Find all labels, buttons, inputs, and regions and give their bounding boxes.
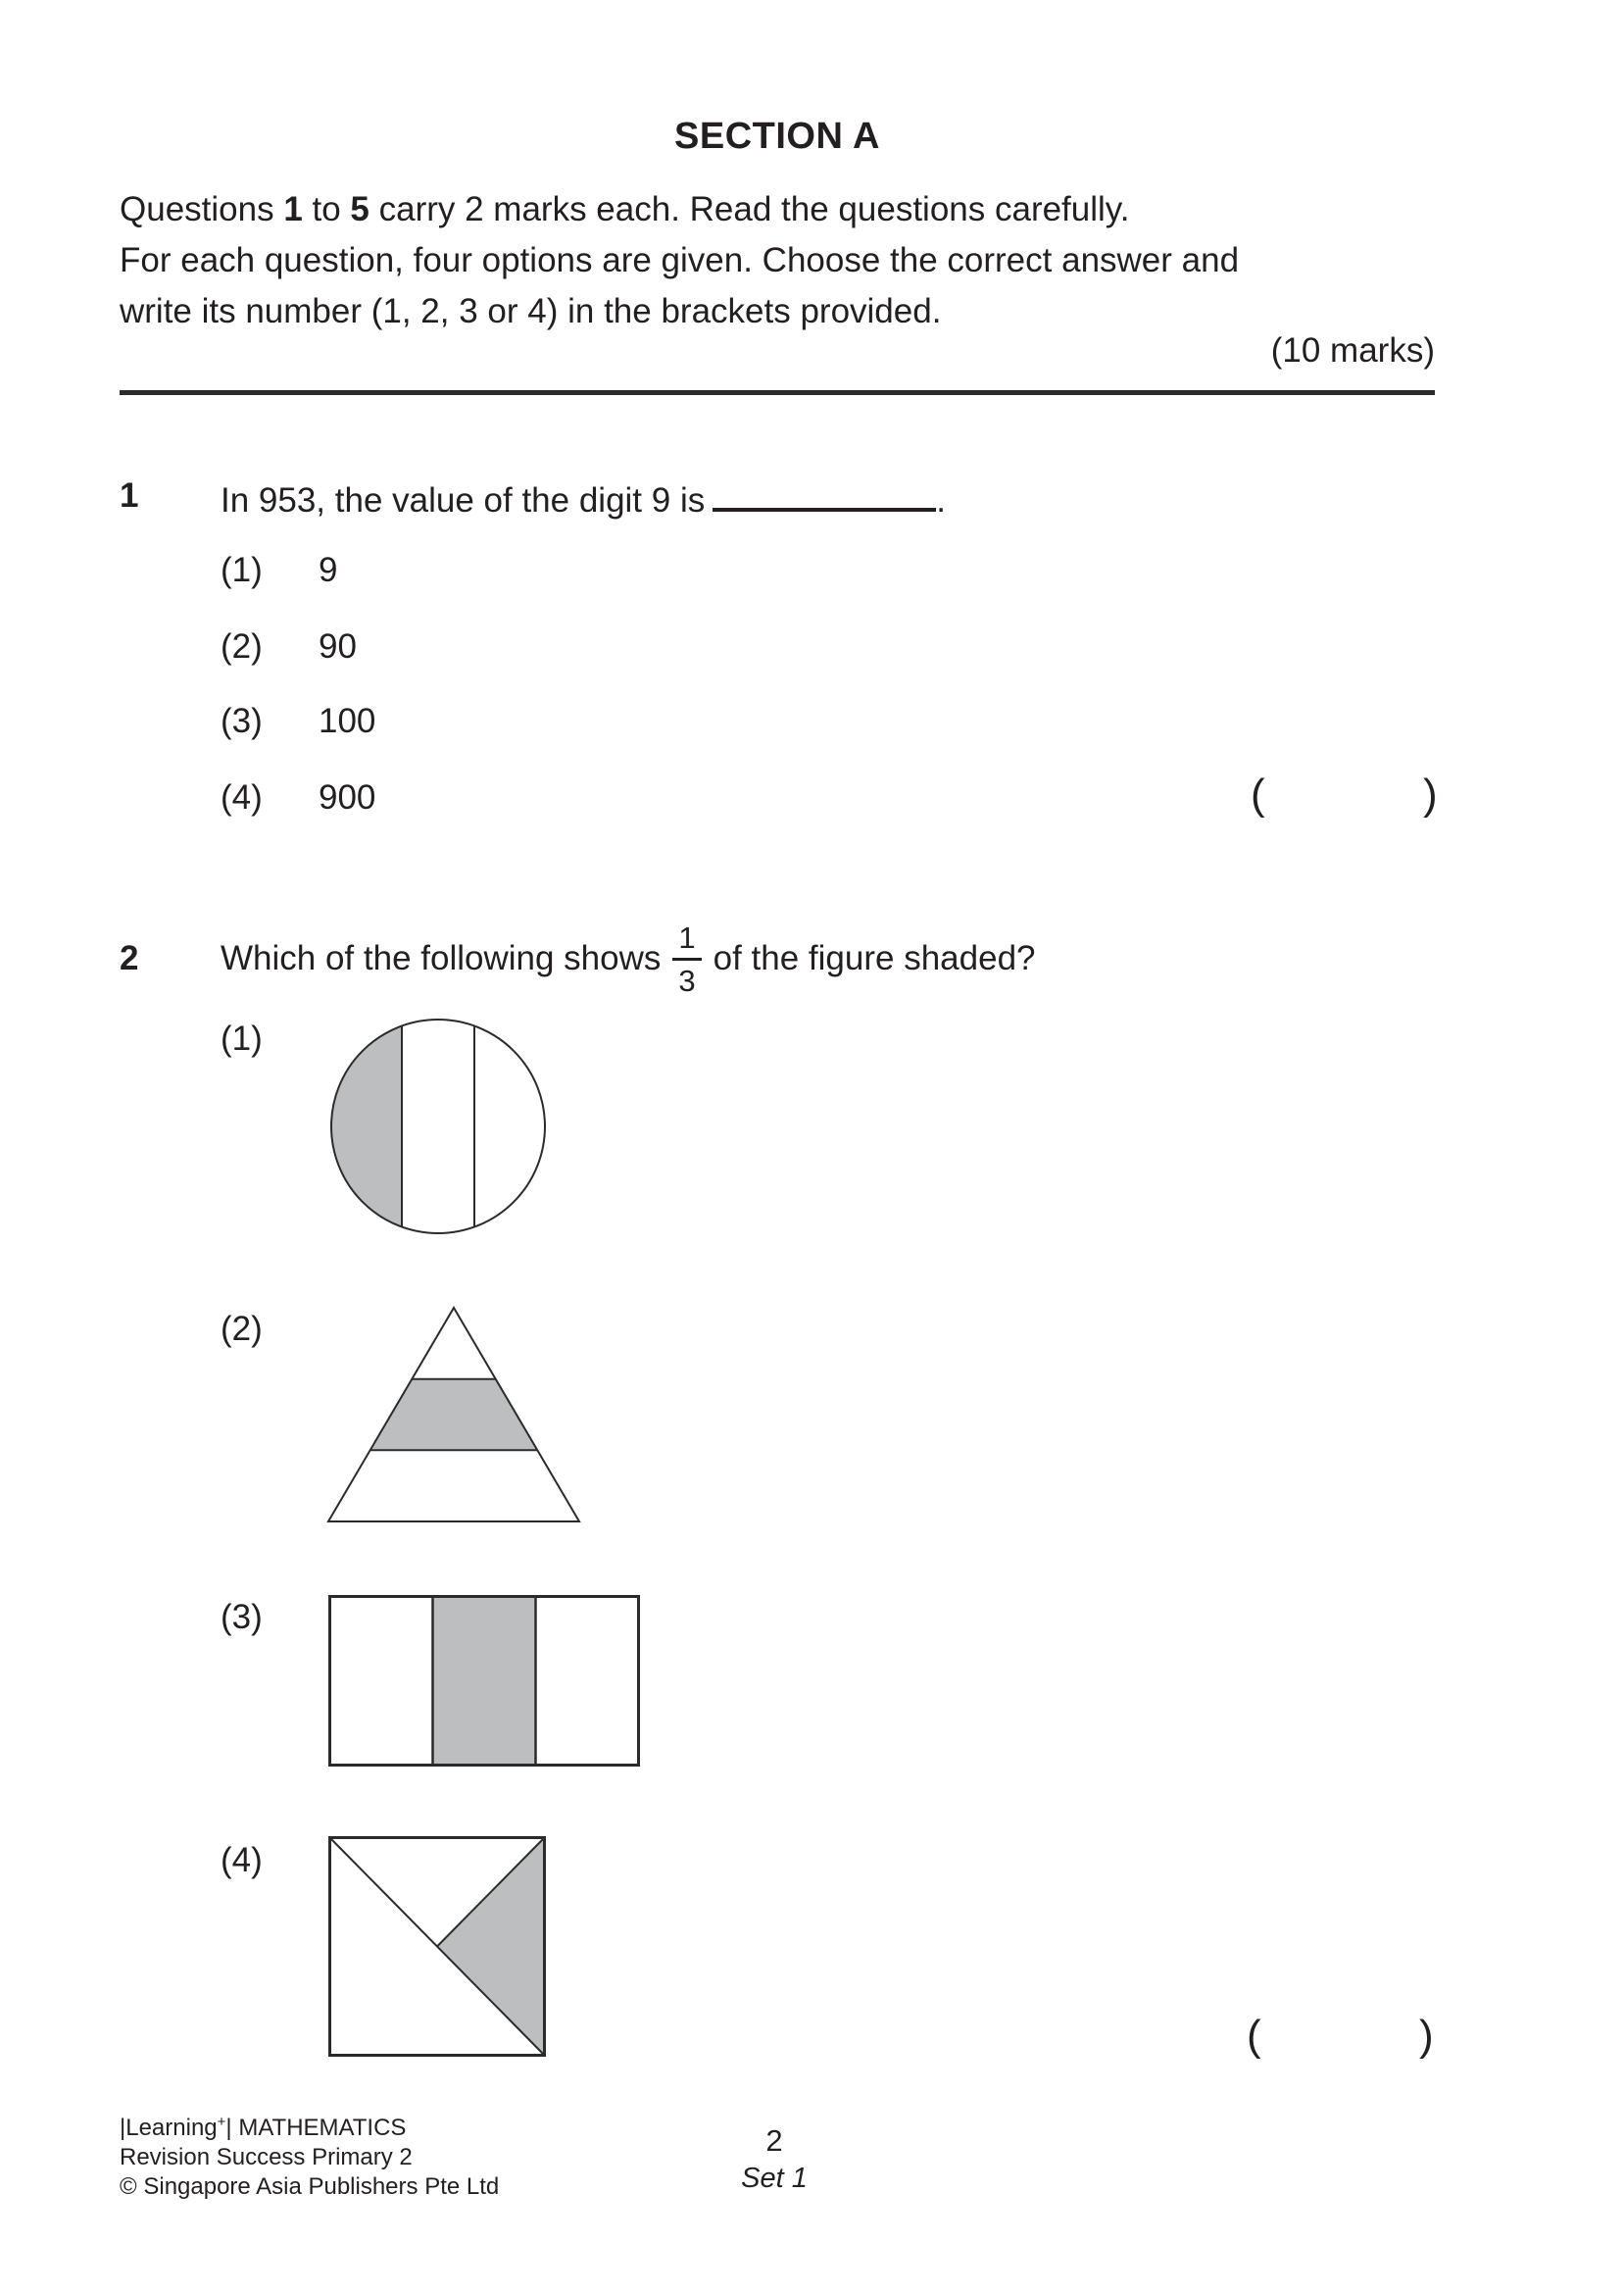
shaded-right-quarter xyxy=(437,1838,545,2056)
q1-answer-bracket-open: ( xyxy=(1251,771,1265,819)
footer-brand-line: |Learning+| MATHEMATICS xyxy=(120,2114,407,2141)
footer-publisher-block xyxy=(120,2114,499,2202)
fraction-one-third xyxy=(672,922,701,996)
question-2-number: 2 xyxy=(120,939,139,977)
shaded-middle-band xyxy=(370,1379,538,1451)
fraction-numerator: 1 xyxy=(678,920,696,955)
rectangle-thirds-figure xyxy=(328,1595,640,1767)
q2-answer-bracket-close: ) xyxy=(1419,2012,1434,2060)
set-label: Set 1 xyxy=(741,2163,808,2194)
q1-answer-bracket-close: ) xyxy=(1423,771,1438,819)
question-2-text: Which of the following shows $\frac{1}{3}$ of the figure shaded? xyxy=(221,920,1036,998)
instructions-line-2: For each question, four options are given. Choose the correct answer and xyxy=(120,241,1240,279)
page-number: 2 xyxy=(765,2123,783,2158)
triangle-thirds-figure xyxy=(325,1305,582,1524)
circle-thirds-figure xyxy=(329,1018,547,1235)
instructions-line-1: Questions 1 to 5 carry 2 marks each. Read the questions carefully. xyxy=(120,190,1130,228)
q2-option-3-figure xyxy=(328,1595,640,1767)
q2-option-4-label: (4) xyxy=(221,1841,263,1879)
q1-option-3-label: (3) xyxy=(221,702,263,740)
header-divider xyxy=(120,390,1435,395)
section-marks: (10 marks) xyxy=(1270,331,1435,370)
shaded-left-strip xyxy=(329,1018,402,1235)
answer-blank xyxy=(713,476,936,512)
q2-option-2-label: (2) xyxy=(221,1310,263,1348)
question-1-number: 1 xyxy=(120,476,139,515)
q2-option-1-figure xyxy=(329,1018,547,1235)
brand-superscript-plus: + xyxy=(217,2114,226,2130)
q1-option-1-label: (1) xyxy=(221,551,263,589)
q2-answer-bracket-open: ( xyxy=(1247,2012,1261,2060)
instructions xyxy=(120,184,1438,337)
square-diagonal-figure xyxy=(328,1836,546,2057)
footer-copyright-line: © Singapore Asia Publishers Pte Ltd xyxy=(120,2173,500,2200)
footer-series-line: Revision Success Primary 2 xyxy=(120,2144,413,2170)
q1-option-4-label: (4) xyxy=(221,778,263,817)
shaded-middle-strip xyxy=(433,1597,536,1766)
q2-option-4-figure xyxy=(328,1836,546,2057)
fraction-denominator: 3 xyxy=(672,958,701,996)
q1-option-4-value: 900 xyxy=(319,778,376,817)
section-title: SECTION A xyxy=(674,116,880,157)
question-1-text: In 953, the value of the digit 9 is . xyxy=(221,476,946,521)
q1-option-3-value: 100 xyxy=(319,702,376,740)
q1-option-2-label: (2) xyxy=(221,627,263,666)
q2-option-2-figure xyxy=(325,1305,582,1524)
instructions-line-3: write its number (1, 2, 3 or 4) in the brackets provided. xyxy=(120,292,942,330)
q2-option-1-label: (1) xyxy=(221,1020,263,1058)
q1-option-1-value: 9 xyxy=(319,551,338,589)
q1-option-2-value: 90 xyxy=(319,627,357,666)
q2-option-3-label: (3) xyxy=(221,1598,263,1636)
